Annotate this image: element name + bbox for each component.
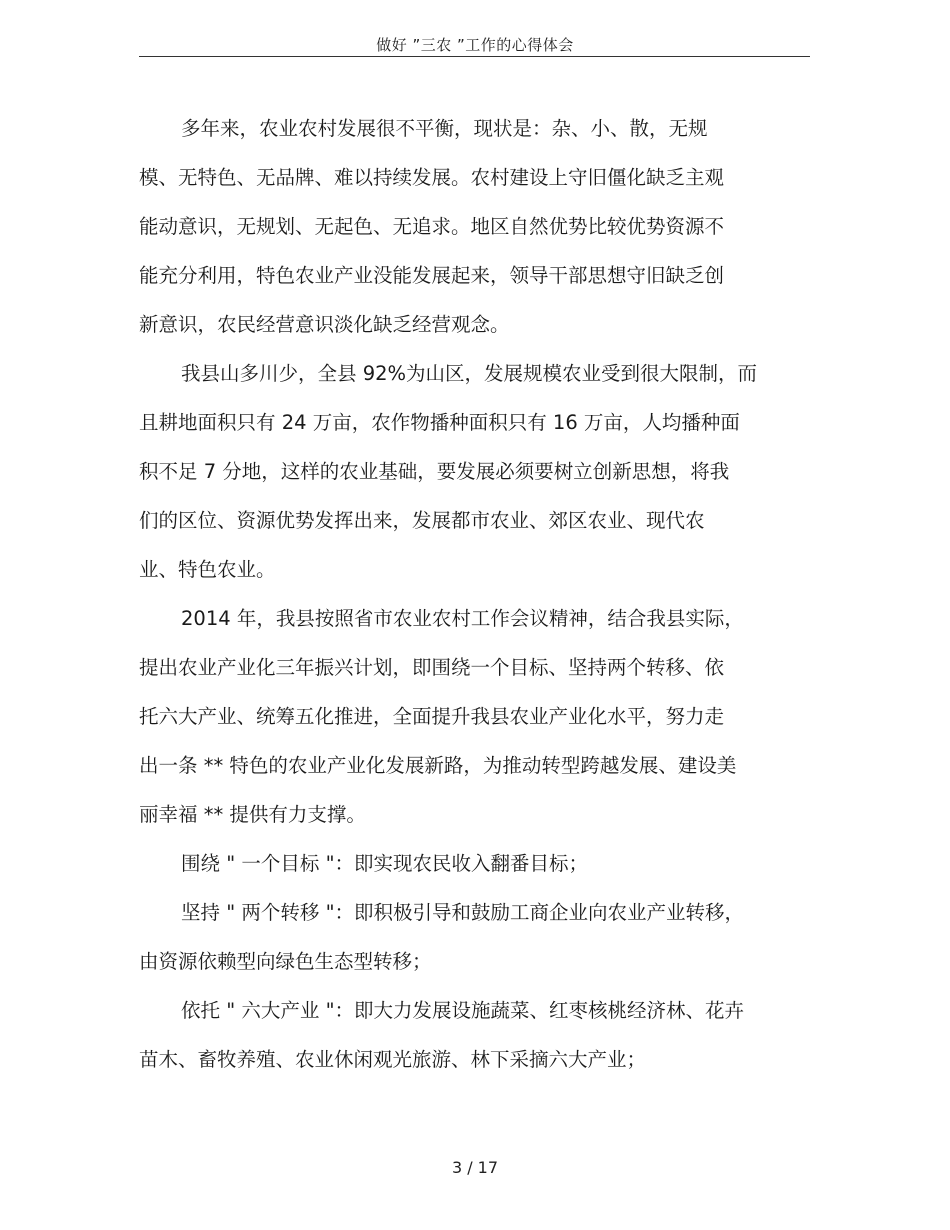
text-line: 依托 " 六大产业 "：即大力发展设施蔬菜、红枣核桃经济林、花卉: [181, 999, 745, 1022]
text-line: 坚持 " 两个转移 "：即积极引导和鼓励工商企业向农业产业转移，: [181, 901, 745, 924]
text-line: 由资源依赖型向绿色生态型转移；: [139, 950, 432, 973]
text-line: 积不足 7 分地，这样的农业基础，要发展必须要树立创新思想，将我: [139, 460, 730, 483]
text-line: 围绕 " 一个目标 "：即实现农民收入翻番目标；: [181, 852, 589, 875]
text-line: 新意识，农民经营意识淡化缺乏经营观念。: [139, 313, 510, 336]
text-line: 托六大产业、统筹五化推进，全面提升我县农业产业化水平，努力走: [139, 705, 725, 728]
document-header-title: 做好 ”三农 ”工作的心得体会: [376, 36, 574, 54]
text-line: 苗木、畜牧养殖、农业休闲观光旅游、林下采摘六大产业；: [139, 1048, 647, 1071]
text-line: 且耕地面积只有 24 万亩，农作物播种面积只有 16 万亩，人均播种面: [139, 411, 740, 434]
text-line: 我县山多川少，全县 92%为山区，发展规模农业受到很大限制，而: [181, 362, 758, 385]
text-line: 们的区位、资源优势发挥出来，发展都市农业、郊区农业、现代农: [139, 509, 705, 532]
text-line: 多年来，农业农村发展很不平衡，现状是：杂、小、散，无规: [181, 117, 708, 140]
text-line: 能动意识，无规划、无起色、无追求。地区自然优势比较优势资源不: [139, 215, 725, 238]
page-number: 3 / 17: [451, 1158, 499, 1177]
document-body: [139, 108, 811, 1088]
text-line: 提出农业产业化三年振兴计划，即围绕一个目标、坚持两个转移、依: [139, 656, 725, 679]
text-line: 业、特色农业。: [139, 558, 276, 581]
text-line: 出一条 ** 特色的农业产业化发展新路，为推动转型跨越发展、建设美: [139, 754, 737, 777]
text-line: 2014 年，我县按照省市农业农村工作会议精神，结合我县实际，: [181, 607, 744, 630]
text-line: 丽幸福 ** 提供有力支撑。: [139, 803, 366, 826]
text-line: 模、无特色、无品牌、难以持续发展。农村建设上守旧僵化缺乏主观: [139, 166, 725, 189]
text-line: 能充分利用，特色农业产业没能发展起来，领导干部思想守旧缺乏创: [139, 264, 725, 287]
header-divider: [139, 56, 810, 57]
